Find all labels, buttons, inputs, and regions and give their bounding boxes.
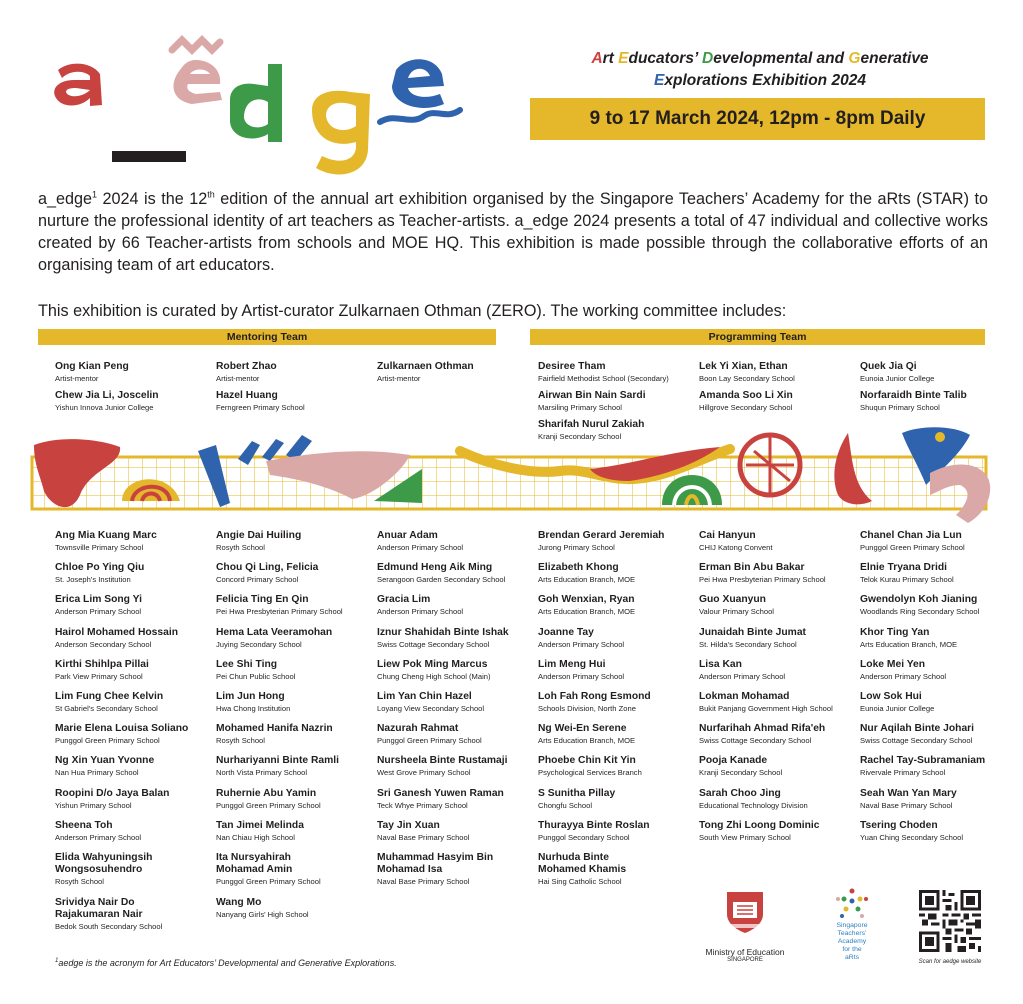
artist-entry <box>55 723 215 745</box>
member-role: Yishun Innova Junior College <box>55 403 154 412</box>
artist-name: Marie Elena Louisa Soliano <box>55 723 189 735</box>
artist-entry <box>538 691 698 713</box>
moe-name: Ministry of Education <box>705 947 785 957</box>
title-word: rt <box>602 50 619 67</box>
artist-name: Erica Lim Song Yi <box>55 594 142 606</box>
artist-name: Liew Pok Ming Marcus <box>377 658 488 670</box>
intro-text: 2024 is the 12 <box>97 190 208 208</box>
artist-entry <box>699 530 859 552</box>
artist-school: South View Primary School <box>699 832 791 842</box>
title-initial-a: A <box>591 50 603 67</box>
artist-entry <box>860 530 1020 552</box>
intro-paragraph <box>38 188 988 276</box>
member-role: Artist-mentor <box>377 374 421 383</box>
artist-name: Ruhernie Abu Yamin <box>216 787 317 799</box>
artist-school: Anderson Primary School <box>538 639 625 649</box>
artist-school: Punggol Green Primary School <box>55 736 160 746</box>
star-icon <box>832 885 872 919</box>
artist-entry <box>538 530 698 552</box>
artist-entry <box>216 788 376 810</box>
artist-name: Seah Wan Yan Mary <box>860 787 957 799</box>
intro-text: edition of the annual art exhibition organised by the Singapore Teachers’ Academy for the aRts (STAR) to nurture the professional identity of art teachers as Teacher-artists. a_edge 2024 presents a total of 47 individual and collective works created by 66 Teacher-artists from schools and MOE HQ. This exhibition is made possible through the collaborative efforts of an organising team of art educators. <box>38 190 989 274</box>
artist-school: Anderson Secondary School <box>55 639 152 649</box>
artist-school: Rosyth School <box>216 543 265 552</box>
artist-name: Tong Zhi Loong Dominic <box>699 819 820 831</box>
artist-school: Punggol Green Primary School <box>377 736 482 746</box>
artist-school: Yuan Ching Secondary School <box>860 832 964 842</box>
artist-name: Angie Dai Huiling <box>216 530 302 541</box>
committee-member <box>538 390 698 412</box>
artist-school: Pei Hwa Presbyterian Primary School <box>699 575 826 585</box>
artist-school: Jurong Primary School <box>538 543 615 552</box>
artist-school: Arts Education Branch, MOE <box>538 575 636 585</box>
star-text: Academy <box>837 938 867 945</box>
intro-edge-word: a_edge <box>38 190 93 208</box>
artist-name: Elida Wahyuningsih <box>55 852 153 863</box>
artist-name: Tsering Choden <box>860 819 938 831</box>
artist-school: Teck Whye Primary School <box>377 800 468 810</box>
artist-name: Lokman Mohamad <box>699 691 790 702</box>
artist-entry <box>860 562 1020 584</box>
artist-entry <box>377 627 537 649</box>
artist-name: Nurfarihah Ahmad Rifa'eh <box>699 723 826 735</box>
artist-school: Punggol Green Primary School <box>216 877 321 886</box>
artist-school: St. Hilda's Secondary School <box>699 639 797 649</box>
artist-school: Rivervale Primary School <box>860 768 946 778</box>
artist-school: Swiss Cottage Secondary School <box>860 736 973 746</box>
artist-entry <box>377 755 537 777</box>
programming-team-header: Programming Team <box>530 329 985 345</box>
artist-entry <box>216 659 376 681</box>
artist-school: St Gabriel's Secondary School <box>55 704 158 713</box>
artist-entry <box>377 530 537 552</box>
artist-entry <box>538 788 698 810</box>
artist-school: Nan Chiau High School <box>216 832 295 842</box>
member-role: Kranji Secondary School <box>538 432 622 441</box>
artist-name: Roopini D/o Jaya Balan <box>55 787 170 799</box>
title-initial-e: E <box>618 50 629 67</box>
artist-name: Ita Nursyahirah <box>216 852 291 863</box>
artist-name: Cai Hanyun <box>699 530 756 541</box>
artist-school: Valour Primary School <box>699 607 774 617</box>
committee-member <box>55 361 215 383</box>
artist-school: Telok Kurau Primary School <box>860 575 954 585</box>
artist-entry <box>377 723 537 745</box>
artist-school: Naval Base Primary School <box>377 832 470 842</box>
artist-school: Nan Hua Primary School <box>55 768 139 778</box>
artist-entry <box>860 659 1020 681</box>
artist-entry <box>699 562 859 584</box>
artist-entry <box>860 788 1020 810</box>
artist-name: Mohamed Hanifa Nazrin <box>216 723 333 735</box>
artist-school: West Grove Primary School <box>377 768 471 778</box>
member-name: Sharifah Nurul Zakiah <box>538 419 645 430</box>
member-name: Desiree Tham <box>538 361 606 372</box>
artist-name: Elizabeth Khong <box>538 562 619 574</box>
artist-name: Goh Wenxian, Ryan <box>538 594 635 606</box>
artist-name: Ng Xin Yuan Yvonne <box>55 755 155 767</box>
committee-member <box>55 390 215 412</box>
artist-name: Khor Ting Yan <box>860 626 930 638</box>
artist-name: Gwendolyn Koh Jianing <box>860 594 978 606</box>
artist-name-cont: Wongsosuhendro <box>55 864 143 875</box>
artist-entry <box>377 788 537 810</box>
artist-name-cont: Rajakumaran Nair <box>55 909 143 920</box>
artist-entry <box>55 594 215 616</box>
artist-name: Kirthi Shihlpa Pillai <box>55 658 149 670</box>
a-edge-logo <box>40 30 470 185</box>
artist-school: Anderson Primary School <box>377 543 464 552</box>
exhibition-dates-banner: 9 to 17 March 2024, 12pm - 8pm Daily <box>530 98 985 140</box>
committee-member <box>860 390 1020 412</box>
artist-school: Anderson Primary School <box>860 671 947 681</box>
footnote <box>55 958 397 968</box>
artist-school: Loyang View Secondary School <box>377 704 485 713</box>
artist-name: Brendan Gerard Jeremiah <box>538 530 665 541</box>
ordinal-suffix: th <box>207 189 215 200</box>
exhibition-title <box>510 48 1010 92</box>
artist-entry <box>55 788 215 810</box>
moe-crest-icon <box>723 890 767 934</box>
artist-name: Edmund Heng Aik Ming <box>377 562 493 574</box>
artist-name: Guo Xuanyun <box>699 594 766 606</box>
artist-entry <box>216 897 376 919</box>
footnote-marker: 1 <box>92 189 98 200</box>
star-text: Singapore <box>836 922 868 929</box>
artist-school: Woodlands Ring Secondary School <box>860 607 980 617</box>
committee-member <box>377 361 537 383</box>
artist-entry <box>377 659 537 681</box>
member-role: Hillgrove Secondary School <box>699 403 793 412</box>
committee-member <box>860 361 1020 383</box>
artist-school: Naval Base Primary School <box>860 800 953 810</box>
artist-entry <box>216 852 376 886</box>
member-name: Quek Jia Qi <box>860 361 917 372</box>
mentoring-team-header: Mentoring Team <box>38 329 496 345</box>
artist-name: Tay Jin Xuan <box>377 819 440 831</box>
artist-name: Loke Mei Yen <box>860 658 926 670</box>
qr-code-icon[interactable] <box>919 890 981 952</box>
artist-name: Nurhariyanni Binte Ramli <box>216 755 340 767</box>
title-initial-e2: E <box>654 72 665 89</box>
artist-entry <box>538 627 698 649</box>
artist-school: Arts Education Branch, MOE <box>538 736 636 746</box>
artist-name-cont: Mohamad Amin <box>216 864 293 875</box>
artist-school: CHIJ Katong Convent <box>699 543 773 552</box>
member-name: Chew Jia Li, Joscelin <box>55 390 159 401</box>
artist-name: Ang Mia Kuang Marc <box>55 530 157 541</box>
artist-name: Junaidah Binte Jumat <box>699 626 806 638</box>
artist-entry <box>55 530 215 552</box>
artist-school: Juying Secondary School <box>216 639 302 649</box>
member-name: Ong Kian Peng <box>55 361 129 372</box>
member-role: Fairfield Methodist School (Secondary) <box>538 374 669 383</box>
artist-name: Nur Aqilah Binte Johari <box>860 723 975 735</box>
member-name: Zulkarnaen Othman <box>377 361 474 372</box>
artist-name: Nazurah Rahmat <box>377 723 459 735</box>
artist-entry <box>216 691 376 713</box>
member-name: Hazel Huang <box>216 390 278 401</box>
artist-entry <box>55 627 215 649</box>
artist-name: Sarah Choo Jing <box>699 787 781 799</box>
artist-entry <box>216 820 376 842</box>
star-text: aRts <box>845 954 859 961</box>
decorative-shapes-band <box>30 425 995 525</box>
artist-entry <box>377 594 537 616</box>
artist-entry <box>55 897 215 931</box>
artist-entry <box>699 723 859 745</box>
artist-entry <box>538 723 698 745</box>
artist-name: Sheena Toh <box>55 819 113 831</box>
artist-entry <box>699 594 859 616</box>
artist-entry <box>55 659 215 681</box>
artist-entry <box>860 627 1020 649</box>
member-role: Ferngreen Primary School <box>216 403 305 412</box>
artist-entry <box>860 723 1020 745</box>
artist-school: Psychological Services Branch <box>538 768 642 778</box>
artist-name: Nursheela Binte Rustamaji <box>377 755 508 767</box>
artist-name: Pooja Kanade <box>699 755 768 767</box>
artist-entry <box>216 755 376 777</box>
artist-entry <box>699 820 859 842</box>
artist-entry <box>55 691 215 713</box>
artist-name: Lim Jun Hong <box>216 691 285 702</box>
curator-statement: This exhibition is curated by Artist-curator Zulkarnaen Othman (ZERO). The working committee includes: <box>38 302 787 320</box>
artist-name: Nurhuda Binte <box>538 852 609 863</box>
artist-school: Anderson Primary School <box>377 607 464 617</box>
artist-school: Serangoon Garden Secondary School <box>377 575 506 585</box>
star-text: Teachers’ <box>837 930 867 937</box>
artist-school: Schools Division, North Zone <box>538 704 636 713</box>
artist-school: Rosyth School <box>55 877 104 886</box>
artist-name: Anuar Adam <box>377 530 438 541</box>
title-word: enerative <box>860 50 929 67</box>
artist-school: Pei Chun Public School <box>216 671 296 681</box>
artist-school: Kranji Secondary School <box>699 768 783 778</box>
artist-name: Chloe Po Ying Qiu <box>55 562 145 574</box>
committee-member <box>699 390 859 412</box>
artist-name: Hairol Mohamed Hossain <box>55 626 179 638</box>
artist-name: Lim Meng Hui <box>538 658 606 670</box>
artist-school: Hwa Chong Institution <box>216 704 291 713</box>
artist-entry <box>699 755 859 777</box>
artist-school: Park View Primary School <box>55 671 143 681</box>
artist-name-cont: Mohamed Khamis <box>538 864 627 875</box>
artist-entry <box>699 627 859 649</box>
artist-entry <box>55 755 215 777</box>
artist-entry <box>699 788 859 810</box>
member-role: Shuqun Primary School <box>860 403 940 412</box>
member-name: Norfaraidh Binte Talib <box>860 390 967 401</box>
artist-name: Sri Ganesh Yuwen Raman <box>377 787 504 799</box>
artist-entry <box>538 594 698 616</box>
artist-entry <box>55 820 215 842</box>
artist-school: Eunoia Junior College <box>860 704 935 713</box>
artist-name: Gracia Lim <box>377 594 431 606</box>
artist-school: Punggol Secondary School <box>538 832 630 842</box>
artist-school: Hai Sing Catholic School <box>538 877 622 886</box>
moe-logo <box>700 890 790 963</box>
artist-name: Phoebe Chin Kit Yin <box>538 755 636 767</box>
qr-code-block[interactable] <box>915 890 985 965</box>
artist-name: Loh Fah Rong Esmond <box>538 691 651 702</box>
artist-name: S Sunitha Pillay <box>538 787 616 799</box>
artist-name: Iznur Shahidah Binte Ishak <box>377 626 509 638</box>
committee-member <box>538 361 698 383</box>
artist-school: Concord Primary School <box>216 575 299 585</box>
member-role: Eunoia Junior College <box>860 374 935 383</box>
committee-member <box>216 361 376 383</box>
title-word: xplorations Exhibition 2024 <box>664 72 866 89</box>
artist-entry <box>216 562 376 584</box>
artist-entry <box>55 852 215 886</box>
artist-school: Bukit Panjang Government High School <box>699 704 833 713</box>
artist-entry <box>377 852 537 886</box>
artist-school: Anderson Primary School <box>538 671 625 681</box>
artist-entry <box>538 820 698 842</box>
artist-entry <box>699 659 859 681</box>
artist-school: Arts Education Branch, MOE <box>860 639 958 649</box>
exhibition-title-line1 <box>510 48 1010 70</box>
member-role: Artist-mentor <box>55 374 99 383</box>
artist-entry <box>699 691 859 713</box>
artist-name: Felicia Ting En Qin <box>216 594 309 606</box>
artist-name: Tan Jimei Melinda <box>216 819 304 831</box>
artist-school: Yishun Primary School <box>55 800 132 810</box>
member-role: Boon Lay Secondary School <box>699 374 795 383</box>
artist-school: Pei Hwa Presbyterian Primary School <box>216 607 343 617</box>
star-text: for the <box>842 946 862 953</box>
artist-school: Arts Education Branch, MOE <box>538 607 636 617</box>
member-name: Robert Zhao <box>216 361 277 372</box>
artist-name: Chanel Chan Jia Lun <box>860 530 962 541</box>
artist-school: Anderson Primary School <box>699 671 786 681</box>
artist-school: Chung Cheng High School (Main) <box>377 671 491 681</box>
artist-school: North Vista Primary School <box>216 768 308 778</box>
artist-entry <box>538 659 698 681</box>
artist-entry <box>216 530 376 552</box>
artist-entry <box>377 820 537 842</box>
artist-entry <box>377 562 537 584</box>
member-name: Lek Yi Xian, Ethan <box>699 361 788 372</box>
committee-member <box>216 390 376 412</box>
artist-entry <box>377 691 537 713</box>
title-word: evelopmental and <box>713 50 849 67</box>
title-word: ducators’ <box>628 50 702 67</box>
artist-name: Elnie Tryana Dridi <box>860 562 947 574</box>
star-logo <box>822 885 882 962</box>
artist-school: Anderson Primary School <box>55 607 142 617</box>
footnote-text: aedge is the acronym for Art Educators’ Developmental and Generative Explorations. <box>58 958 397 968</box>
moe-country: SINGAPORE <box>727 957 763 963</box>
artist-entry <box>860 691 1020 713</box>
artist-school: Naval Base Primary School <box>377 877 470 886</box>
committee-member <box>699 361 859 383</box>
artist-name: Lisa Kan <box>699 658 742 670</box>
artist-entry <box>216 594 376 616</box>
artist-entry <box>860 820 1020 842</box>
artist-entry <box>860 755 1020 777</box>
artist-school: Rosyth School <box>216 736 265 746</box>
artist-name: Hema Lata Veeramohan <box>216 626 333 638</box>
artist-name: Ng Wei-En Serene <box>538 723 627 735</box>
artist-entry <box>55 562 215 584</box>
artist-school: Swiss Cottage Secondary School <box>699 736 812 746</box>
exhibition-title-line2 <box>510 70 1010 92</box>
artist-school: Punggol Green Primary School <box>216 800 321 810</box>
artist-entry <box>538 755 698 777</box>
artist-name: Joanne Tay <box>538 626 594 638</box>
member-name: Airwan Bin Nain Sardi <box>538 390 646 401</box>
member-role: Artist-mentor <box>216 374 260 383</box>
artist-entry <box>860 594 1020 616</box>
artist-school: Swiss Cottage Secondary School <box>377 639 490 649</box>
artist-name: Lee Shi Ting <box>216 658 278 670</box>
artist-name: Chou Qi Ling, Felicia <box>216 562 319 574</box>
member-role: Marsiling Primary School <box>538 403 622 412</box>
title-initial-g: G <box>848 50 861 67</box>
artist-school: Educational Technology Division <box>699 800 808 810</box>
artist-school: Anderson Primary School <box>55 832 142 842</box>
artist-name-cont: Mohamad Isa <box>377 864 443 875</box>
artist-name: Thurayya Binte Roslan <box>538 819 650 831</box>
footnote-marker: 1 <box>55 958 59 964</box>
artist-name: Low Sok Hui <box>860 691 922 702</box>
artist-name: Rachel Tay-Subramaniam <box>860 755 986 767</box>
artist-name: Srividya Nair Do <box>55 897 135 908</box>
artist-school: Bedok South Secondary School <box>55 922 163 931</box>
artist-name: Lim Fung Chee Kelvin <box>55 691 164 702</box>
artist-name: Erman Bin Abu Bakar <box>699 562 805 574</box>
member-name: Amanda Soo Li Xin <box>699 390 793 401</box>
artist-school: Chongfu School <box>538 800 593 810</box>
artist-name: Muhammad Hasyim Bin <box>377 852 494 863</box>
artist-entry <box>538 852 698 886</box>
qr-caption: Scan for aedge website <box>918 959 982 965</box>
artist-school: Punggol Green Primary School <box>860 543 965 552</box>
title-initial-d: D <box>701 50 714 67</box>
artist-school: Townsville Primary School <box>55 543 144 552</box>
artist-school: St. Joseph's Institution <box>55 575 131 585</box>
artist-name: Wang Mo <box>216 897 262 908</box>
artist-entry <box>538 562 698 584</box>
artist-school: Nanyang Girls' High School <box>216 910 309 919</box>
artist-entry <box>216 627 376 649</box>
artist-entry <box>216 723 376 745</box>
artist-name: Lim Yan Chin Hazel <box>377 691 472 702</box>
